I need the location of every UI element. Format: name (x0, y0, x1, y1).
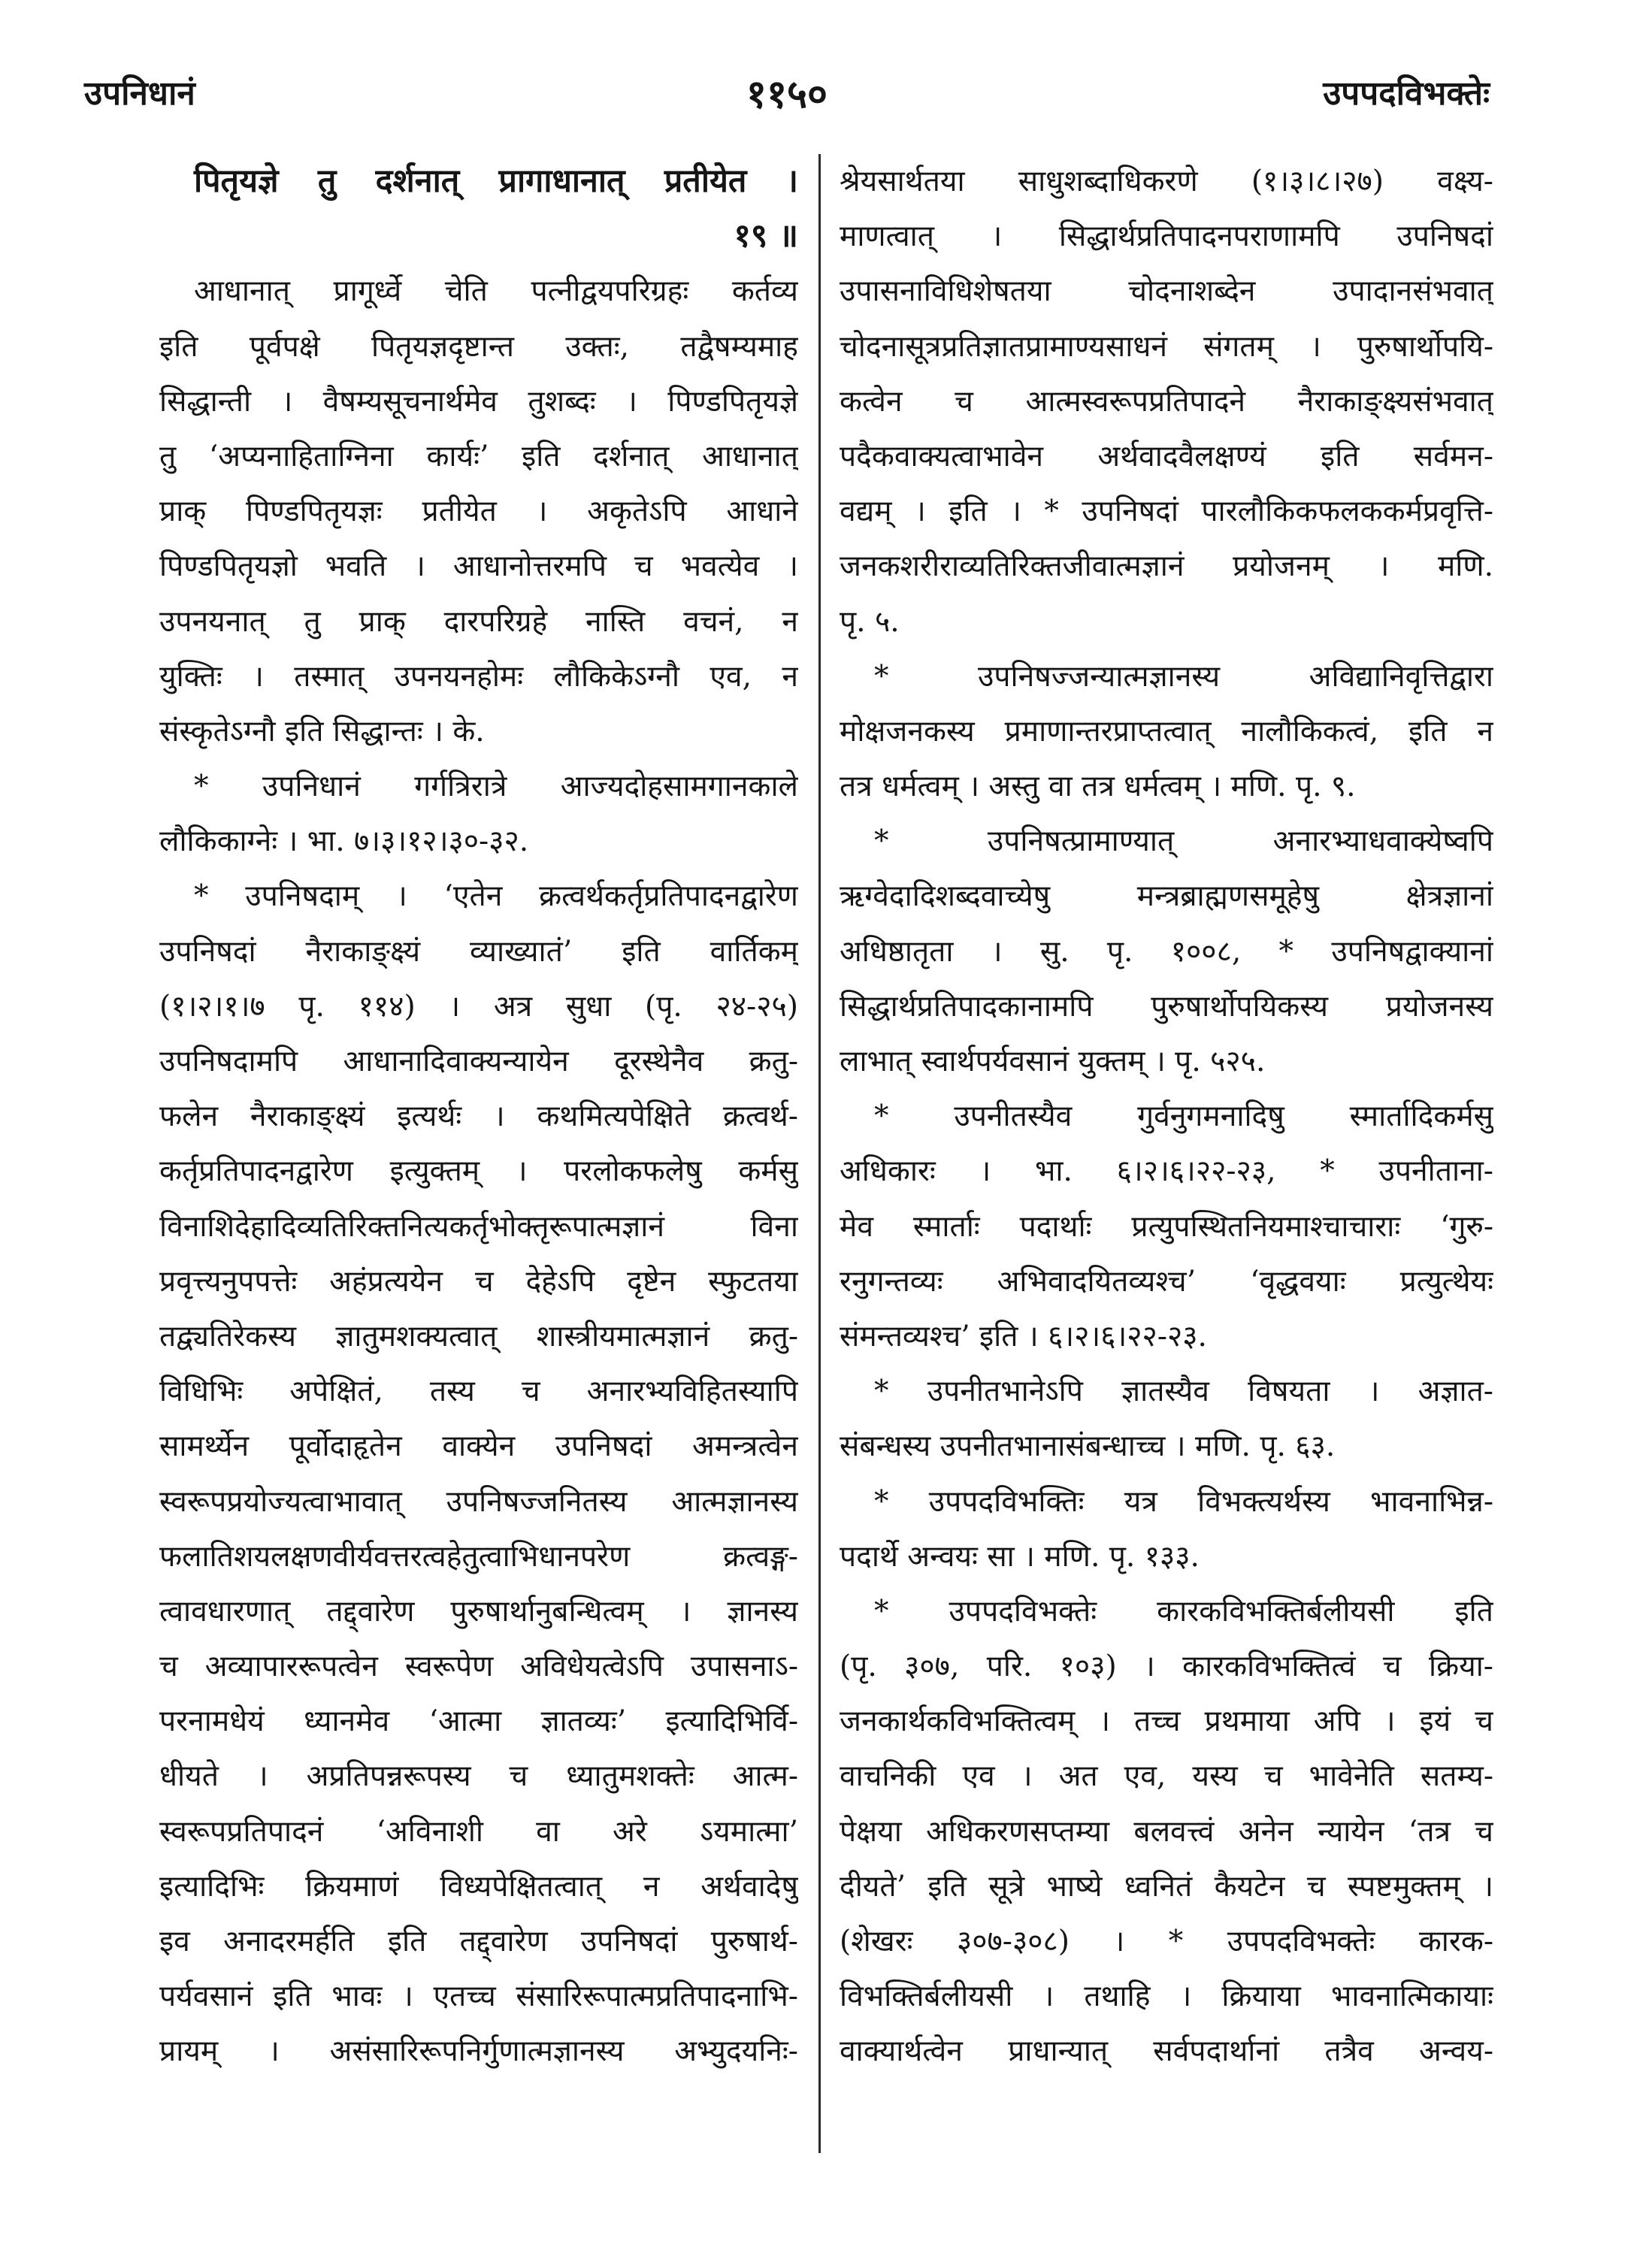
column-divider (818, 154, 821, 2153)
text-line: ऋग्वेदादिशब्दवाच्येषु मन्त्रब्राह्मणसमूहेषु क्षेत्रज्ञानां (840, 879, 1493, 914)
text-line: चोदनासूत्रप्रतिज्ञातप्रामाण्यसाधनं संगतम् । पुरुषार्थोपयि- (840, 329, 1493, 364)
text-line: पर्यवसानं इति भावः । एतच्च संसारिरूपात्मप्रतिपादनाभि- (159, 1979, 798, 2014)
text-line: * उपनीतभानेऽपि ज्ञातस्यैव विषयता । अज्ञात- (874, 1375, 1493, 1409)
text-line: वद्यम् । इति । * उपनिषदां पारलौकिकफलककर्मप्रवृत्ति- (840, 494, 1493, 529)
text-line: उपनिषदां नैराकाङ्क्ष्यं व्याख्यातं’ इति वार्तिकम् (159, 934, 798, 969)
text-line: परनामधेयं ध्यानमेव ‘आत्मा ज्ञातव्यः’ इत्यादिभिर्वि- (159, 1704, 798, 1739)
text-line: जनकशरीराव्यतिरिक्तजीवात्मज्ञानं प्रयोजनम् । मणि. (840, 549, 1493, 584)
text-line: (१।२।१।७ पृ. ११४) । अत्र सुधा (पृ. २४-२५) (159, 989, 798, 1024)
right-column (840, 154, 1493, 2161)
text-line: धीयते । अप्रतिपन्नरूपस्य च ध्यातुमशक्तेः आत्म- (159, 1759, 798, 1794)
text-line: विभक्तिर्बलीयसी । तथाहि । क्रियाया भावनात्मिकायाः (840, 1979, 1493, 2014)
text-line: मेव स्मार्ताः पदार्थाः प्रत्युपस्थितनियमाश्चाचाराः ‘गुरु- (840, 1209, 1493, 1244)
text-line: सिद्धान्ती । वैषम्यसूचनार्थमेव तुशब्दः । पिण्डपितृयज्ञे (159, 384, 798, 419)
text-line: अधिष्ठातृता । सु. पृ. १००८, * उपनिषद्वाक्यानां (840, 934, 1493, 969)
text-line: त्वावधारणात् तद्द्वारेण पुरुषार्थानुबन्धित्वम् । ज्ञानस्य (159, 1594, 798, 1629)
header-right-headword: उपपदविभक्तेः (1323, 74, 1490, 113)
text-line: संबन्धस्य उपनीतभानासंबन्धाच्च । मणि. पृ. ६३. (840, 1429, 1336, 1464)
text-line: रनुगन्तव्यः अभिवादयितव्यश्च’ ‘वृद्धवयाः प्रत्युत्थेयः (840, 1264, 1493, 1299)
text-line: पदैकवाक्यत्वाभावेन अर्थवादवैलक्षण्यं इति सर्वमन- (840, 439, 1493, 473)
text-line: जनकार्थकविभक्तित्वम् । तच्च प्रथमाया अपि । इयं च (840, 1704, 1493, 1739)
text-line: पेक्षया अधिकरणसप्तम्या बलवत्त्वं अनेन न्यायेन ‘तत्र च (840, 1814, 1493, 1849)
text-line: * उपपदविभक्तिः यत्र विभक्त्यर्थस्य भावनाभिन्न- (874, 1484, 1493, 1519)
text-line: अधिकारः । भा. ६।२।६।२२-२३, * उपनीताना- (840, 1154, 1493, 1189)
text-line: फलातिशयलक्षणवीर्यवत्तरत्वहेतुत्वाभिधानपरेण क्रत्वङ्ग- (159, 1539, 798, 1574)
text-line: तत्र धर्मत्वम् । अस्तु वा तत्र धर्मत्वम् । मणि. पृ. ९. (840, 770, 1356, 804)
left-column (159, 154, 798, 2161)
text-line: उपासनाविधिशेषतया चोदनाशब्देन उपादानसंभवात् (840, 274, 1493, 309)
text-line: सामर्थ्येन पूर्वोदाहृतेन वाक्येन उपनिषदां अमन्त्रत्वेन (159, 1429, 798, 1464)
text-line: युक्तिः । तस्मात् उपनयनहोमः लौकिकेऽग्नौ एव, न (159, 659, 798, 694)
text-line: विनाशिदेहादिव्यतिरिक्तनित्यकर्तृभोक्तृरूपात्मज्ञानं विना (159, 1209, 798, 1244)
text-line: श्रेयसार्थतया साधुशब्दाधिकरणे (१।३।८।२७) वक्ष्य- (840, 165, 1493, 198)
text-line: इत्यादिभिः क्रियमाणं विध्यपेक्षितत्वात् न अर्थवादेषु (159, 1869, 798, 1904)
text-line: विधिभिः अपेक्षितं, तस्य च अनारभ्यविहितस्यापि (159, 1375, 798, 1409)
text-line: माणत्वात् । सिद्धार्थप्रतिपादनपराणामपि उपनिषदां (840, 219, 1493, 254)
text-line: स्वरूपप्रयोज्यत्वाभावात् उपनिषज्जनितस्य आत्मज्ञानस्य (159, 1484, 798, 1519)
text-line: (शेखरः ३०७-३०८) । * उपपदविभक्तेः कारक- (840, 1925, 1493, 1958)
text-line: दीयते’ इति सूत्रे भाष्ये ध्वनितं कैयटेन च स्पष्टमुक्तम् । (840, 1869, 1493, 1904)
text-line: तद्व्यतिरेकस्य ज्ञातुमशक्यत्वात् शास्त्रीयमात्मज्ञानं क्रतु- (159, 1319, 798, 1353)
running-header (84, 66, 1490, 126)
text-line: संस्कृतेऽग्नौ इति सिद्धान्तः । के. (159, 714, 485, 749)
text-line: इव अनादरमर्हति इति तद्द्वारेण उपनिषदां पुरुषार्थ- (159, 1925, 798, 1958)
text-line: प्रवृत्त्यनुपपत्तेः अहंप्रत्ययेन च देहेऽपि दृष्टेन स्फुटतया (159, 1264, 798, 1299)
text-line: पिण्डपितृयज्ञो भवति । आधानोत्तरमपि च भवत्येव । (159, 549, 798, 584)
text-line: उपनिषदामपि आधानादिवाक्यन्यायेन दूरस्थेनैव क्रतु- (159, 1045, 798, 1078)
text-line: वाचनिकी एव । अत एव, यस्य च भावेनेति सतम्य- (840, 1759, 1493, 1794)
text-line: * उपनीतस्यैव गुर्वनुगमनादिषु स्मार्तादिकर्मसु (874, 1099, 1493, 1134)
text-line: मोक्षजनकस्य प्रमाणान्तरप्राप्तत्वात् नालौकिकत्वं, इति न (840, 714, 1493, 749)
text-line: वाक्यार्थत्वेन प्राधान्यात् सर्वपदार्थानां तत्रैव अन्वय- (840, 2034, 1493, 2069)
text-line: आधानात् प्रागूर्ध्वे चेति पत्नीद्वयपरिग्रहः कर्तव्य (194, 274, 798, 309)
text-line: (पृ. ३०७, परि. १०३) । कारकविभक्तित्वं च क्रिया- (840, 1650, 1493, 1684)
text-line: पृ. ५. (840, 604, 900, 639)
text-line: स्वरूपप्रतिपादनं ‘अविनाशी वा अरे ऽयमात्मा’ (159, 1814, 798, 1849)
text-line: उपनयनात् तु प्राक् दारपरिग्रहे नास्ति वचनं, न (159, 604, 798, 639)
text-line: तु ‘अप्यनाहिताग्निना कार्यः’ इति दर्शनात् आधानात् (159, 439, 798, 473)
text-line: संमन्तव्यश्च’ इति । ६।२।६।२२-२३. (840, 1319, 1207, 1353)
text-line: * उपनिधानं गर्गत्रिरात्रे आज्यदोहसामगानकाले (194, 770, 798, 804)
text-line: * उपनिषज्जन्यात्मज्ञानस्य अविद्यानिवृत्तिद्वारा (874, 659, 1493, 694)
text-line: प्रायम् । असंसारिरूपनिर्गुणात्मज्ञानस्य अभ्युदयनिः- (159, 2034, 798, 2069)
text-line: * उपपदविभक्तेः कारकविभक्तिर्बलीयसी इति (874, 1594, 1493, 1629)
text-line: इति पूर्वपक्षे पितृयज्ञदृष्टान्त उक्तः, तद्वैषम्यमाह (159, 329, 798, 364)
text-line: पितृयज्ञे तु दर्शनात् प्रागाधानात् प्रतीयेत । (194, 162, 798, 200)
text-line: सिद्धार्थप्रतिपादकानामपि पुरुषार्थोपयिकस्य प्रयोजनस्य (840, 989, 1493, 1024)
text-line: पदार्थे अन्वयः सा । मणि. पृ. १३३. (840, 1539, 1200, 1574)
text-line: लाभात् स्वार्थपर्यवसानं युक्तम् । पृ. ५२५. (840, 1045, 1266, 1078)
header-left-headword: उपनिधानं (84, 74, 195, 113)
text-line: कत्वेन च आत्मस्वरूपप्रतिपादने नैराकाङ्क्ष्यसंभवात् (840, 384, 1493, 419)
text-line: च अव्यापाररूपत्वेन स्वरूपेण अविधेयत्वेऽपि उपासनाऽ- (159, 1650, 798, 1684)
text-line: * उपनिषदाम् । ‘एतेन क्रत्वर्थकर्तृप्रतिपादनद्वारेण (194, 879, 798, 914)
text-line: प्राक् पिण्डपितृयज्ञः प्रतीयेत । अकृतेऽपि आधाने (159, 494, 798, 529)
text-line: फलेन नैराकाङ्क्ष्यं इत्यर्थः । कथमित्यपेक्षिते क्रत्वर्थ- (159, 1099, 798, 1134)
text-line: लौकिकाग्नेः । भा. ७।३।१२।३०-३२. (159, 824, 529, 859)
text-line: कर्तृप्रतिपादनद्वारेण इत्युक्तम् । परलोकफलेषु कर्मसु (159, 1154, 798, 1189)
text-line: १९ ॥ (734, 217, 798, 256)
page-number: ११५० (746, 72, 828, 117)
text-line: * उपनिषत्प्रामाण्यात् अनारभ्याधवाक्येष्वपि (874, 824, 1493, 859)
